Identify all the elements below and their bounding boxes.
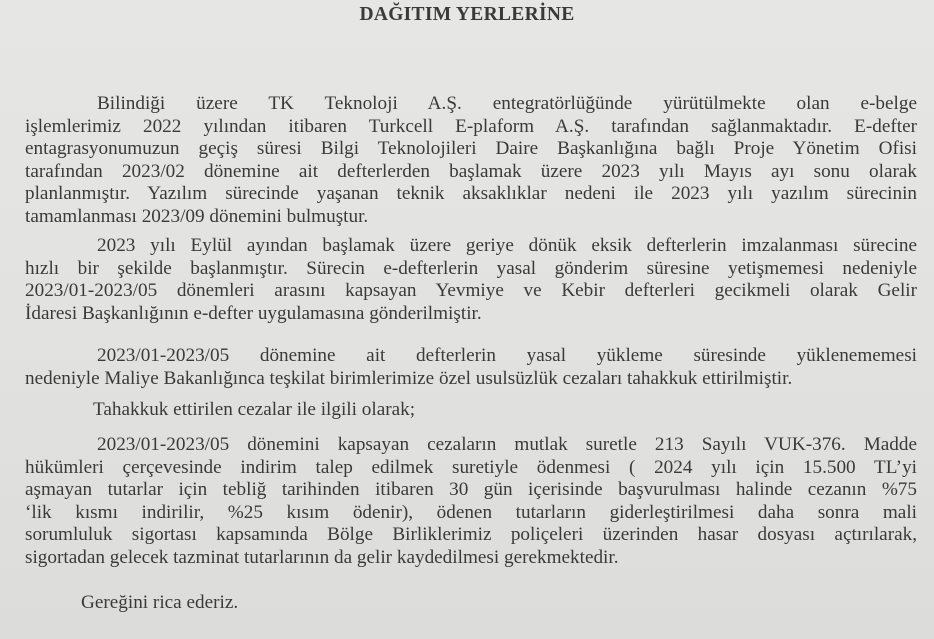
text-line: sorumluluk sigortası kapsamında Bölge Birliklerimiz poliçeleri üzerinden hasar dosyası açtırılarak, [25,524,917,546]
paragraph-4 [93,399,415,422]
closing-line [81,592,238,615]
paragraph-2 [25,235,917,325]
text-line: planlanmıştır. Yazılım sürecinde yaşanan teknik aksaklıklar nedeni ile 2023 yılı yazılım sürecinin [25,183,917,205]
paragraph-3 [25,345,917,390]
text-line: hükümleri çerçevesinde indirim talep edilmek suretiyle ödenmesi ( 2024 yılı için 15.500 TL’yi [25,456,917,478]
text-line: Tahakkuk ettirilen cezalar ile ilgili olarak; [93,399,416,420]
text-line: Bilindiği üzere TK Teknoloji A.Ş. entegratörlüğünde yürütülmekte olan e-belge [97,93,917,114]
text-line: tarafından 2023/02 dönemine ait defterlerden başlamak üzere 2023 yılı Mayıs ayı sonu olarak [25,160,917,182]
text-line: hızlı bir şekilde başlanmıştır. Sürecin e-defterlerin yasal gönderim süresine yetişmemesi nedeniyle [25,257,917,279]
document-title: DAĞITIM YERLERİNE [359,4,575,25]
text-line: 2023/01-2023/05 dönemine ait defterlerin yasal yükleme süresinde yüklenememesi [97,345,917,366]
text-line: entagrasyonumuzun geçiş süresi Bilgi Teknolojileri Daire Başkanlığına bağlı Proje Yönetim Ofisi [25,138,917,160]
text-line: 2023/01-2023/05 dönemleri arasını kapsayan Yevmiye ve Kebir defterleri gecikmeli olarak Gelir [25,280,917,302]
text-line: İdaresi Başkanlığının e-defter uygulamasına gönderilmiştir. [25,302,482,324]
paragraph-1 [25,93,917,229]
text-line: tamamlanması 2023/09 dönemini bulmuştur. [25,205,369,227]
text-line: işlemlerimiz 2022 yılından itibaren Turkcell E-plaform A.Ş. tarafından sağlanmaktadır. E-defter [25,115,917,137]
text-line: 2023 yılı Eylül ayından başlamak üzere geriye dönük eksik defterlerin imzalanması sürecine [97,235,917,256]
text-line: ‘lik kısmı indirilir, %25 kısım ödenir), ödenen tutarların giderleştirilmesi daha sonra mali [25,501,917,523]
text-line: nedeniyle Maliye Bakanlığınca teşkilat birimlerimize özel usulsüzlük cezaları tahakkuk ettirilmiştir. [25,367,793,389]
text-line: aşmayan tutarlar için tebliğ tarihinden itibaren 30 gün içerisinde başvurulması halinde cezanın %75 [25,479,917,501]
text-line: 2023/01-2023/05 dönemini kapsayan cezaların mutlak suretle 213 Sayılı VUK-376. Madde [97,434,917,455]
paragraph-5 [25,434,917,570]
text-line: sigortadan gelecek tazminat tutarlarının da gelir kaydedilmesi gerekmektedir. [25,546,619,568]
text-line: Gereğini rica ederiz. [81,592,239,613]
